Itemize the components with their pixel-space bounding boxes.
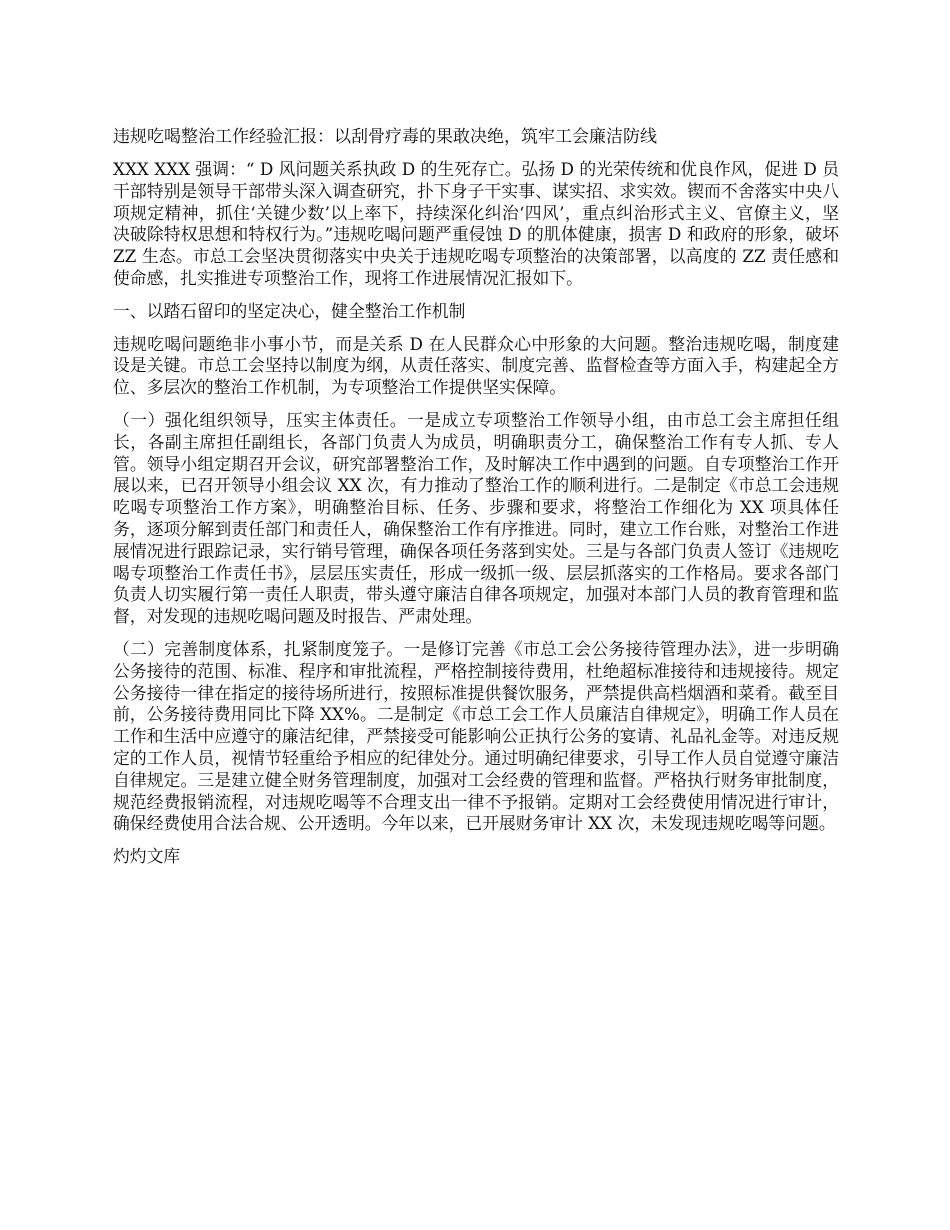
subsection-1-paragraph: （一）强化组织领导，压实主体责任。一是成立专项整治工作领导小组，由市总工会主席担任组长，各副主席担任副组长，各部门负责人为成员，明确职责分工，确保整治工作有专人抓、专人管。领导小组定期召开会议，研究部署整治工作，及时解决工作中遇到的问题。自专项整治工作开展以来，已召开领导小组会议 XX 次，有力推动了整治工作的顺利进行。二是制定《市总工会违规吃喝专项整治工作方案》，明确整治目标、任务、步骤和要求，将整治工作细化为 XX 项具体任务，逐项分解到责任部门和责任人，确保整治工作有序推进。同时，建立工作台账，对整治工作进展情况进行跟踪记录，实行销号管理，确保各项任务落到实处。三是与各部门负责人签订《违规吃喝专项整治工作责任书》，层层压实责任，形成一级抓一级、层层抓落实的工作格局。要求各部门负责人切实履行第一责任人职责，带头遵守廉洁自律各项规定，加强对本部门人员的教育管理和监督，对发现的违规吃喝问题及时报告、严肃处理。 <box>113 409 839 627</box>
source-label: 灼灼文库 <box>113 846 181 867</box>
document-title: 违规吃喝整治工作经验汇报：以刮骨疗毒的果敢决绝，筑牢工会廉洁防线 <box>113 127 657 147</box>
section-heading-1: 一、以踏石留印的坚定决心，健全整治工作机制 <box>113 300 466 321</box>
intro-paragraph: XXX XXX 强调：“ D 风问题关系执政 D 的生死存亡。弘扬 D 的光荣传统和优良作风，促进 D 员干部特别是领导干部带头深入调查研究，扑下身子干实事、谋实招、求实效。锲而不舍落实中央八项规定精神，抓住‘关键少数’以上率下，持续深化纠治‘四风’，重点纠治形式主义、官僚主义，坚决破除特权思想和特权行为。”违规吃喝问题严重侵蚀 D 的肌体健康，损害 D 和政府的形象，破坏 ZZ 生态。市总工会坚决贯彻落实中央关于违规吃喝专项整治的决策部署，以高度的 ZZ 责任感和使命感，扎实推进专项整治工作，现将工作进展情况汇报如下。 <box>113 159 839 288</box>
document-page <box>113 126 839 868</box>
section-1-paragraph: 违规吃喝问题绝非小事小节，而是关系 D 在人民群众心中形象的大问题。整治违规吃喝，制度建设是关键。市总工会坚持以制度为纲，从责任落实、制度完善、监督检查等方面入手，构建起全方位、多层次的整治工作机制，为专项整治工作提供坚实保障。 <box>113 333 839 398</box>
subsection-2-paragraph: （二）完善制度体系，扎紧制度笼子。一是修订完善《市总工会公务接待管理办法》，进一步明确公务接待的范围、标准、程序和审批流程，严格控制接待费用，杜绝超标准接待和违规接待。规定公务接待一律在指定的接待场所进行，按照标准提供餐饮服务，严禁提供高档烟酒和菜肴。截至目前，公务接待费用同比下降 XX%。二是制定《市总工会工作人员廉洁自律规定》，明确工作人员在工作和生活中应遵守的廉洁纪律，严禁接受可能影响公正执行公务的宴请、礼品礼金等。对违反规定的工作人员，视情节轻重给予相应的纪律处分。通过明确纪律要求，引导工作人员自觉遵守廉洁自律规定。三是建立健全财务管理制度，加强对工会经费的管理和监督。严格执行财务审批制度，规范经费报销流程，对违规吃喝等不合理支出一律不予报销。定期对工会经费使用情况进行审计，确保经费使用合法合规、公开透明。今年以来，已开展财务审计 XX 次，未发现违规吃喝等问题。 <box>113 638 839 834</box>
